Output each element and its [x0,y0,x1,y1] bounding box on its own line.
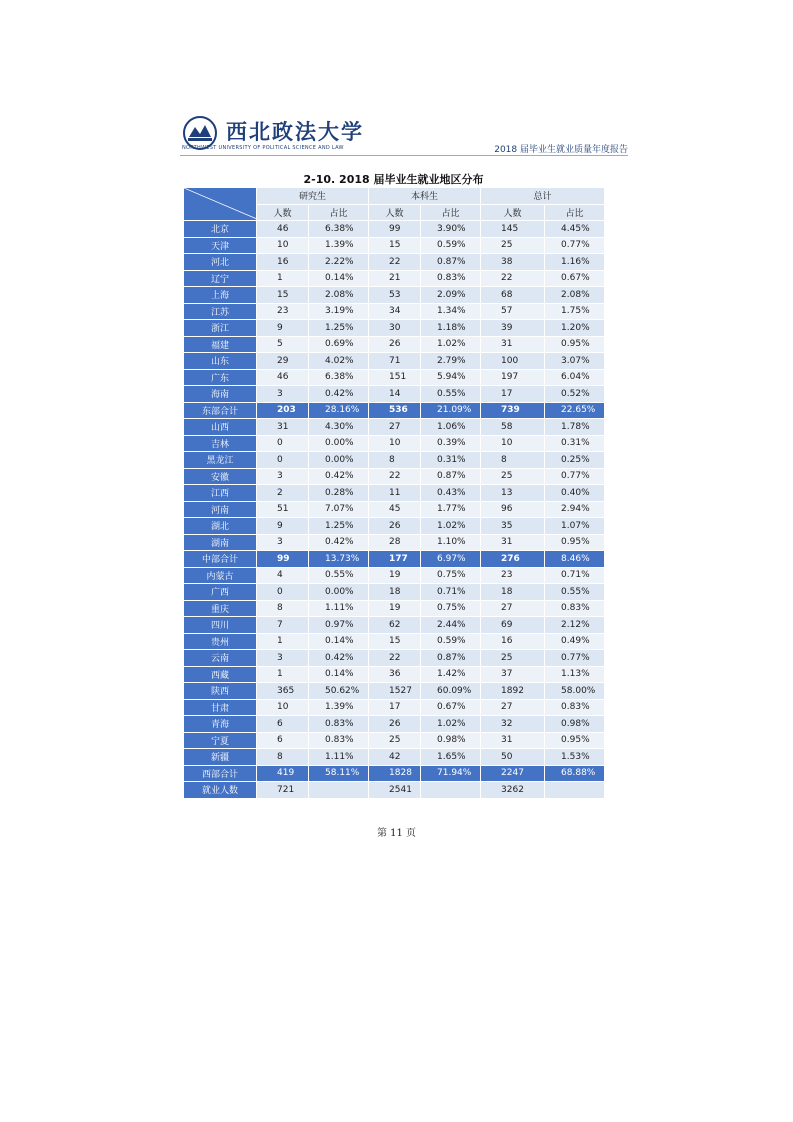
cell-grad-count: 419 [257,765,309,782]
cell-grad-count: 0 [257,435,309,452]
cell-grad-share: 1.25% [309,320,369,337]
cell-total-count: 50 [481,749,545,766]
cell-total-share: 3.07% [545,353,605,370]
row-label: 黑龙江 [184,452,257,469]
row-label: 四川 [184,617,257,634]
cell-grad-share: 0.42% [309,650,369,667]
cell-total-share: 0.95% [545,336,605,353]
cell-ug-share: 6.97% [421,551,481,568]
cell-ug-count: 30 [369,320,421,337]
sub-header-share: 占比 [309,204,369,221]
cell-grad-count: 51 [257,501,309,518]
diagonal-corner-cell [184,188,257,221]
cell-total-count: 35 [481,518,545,535]
cell-ug-count: 22 [369,254,421,271]
table-row [184,287,605,304]
cell-total-count: 22 [481,270,545,287]
row-label: 重庆 [184,600,257,617]
cell-grad-count: 5 [257,336,309,353]
cell-grad-share: 7.07% [309,501,369,518]
cell-ug-count: 22 [369,650,421,667]
row-label: 安徽 [184,468,257,485]
cell-grad-share: 0.69% [309,336,369,353]
cell-total-share: 22.65% [545,402,605,419]
row-label: 内蒙古 [184,567,257,584]
cell-ug-count: 26 [369,716,421,733]
row-label: 天津 [184,237,257,254]
table-row [184,567,605,584]
cell-grad-count: 2 [257,485,309,502]
table-row [184,749,605,766]
row-label: 中部合计 [184,551,257,568]
cell-grad-count: 10 [257,699,309,716]
cell-grad-count: 9 [257,320,309,337]
cell-grad-share: 0.83% [309,732,369,749]
cell-ug-count: 19 [369,567,421,584]
cell-ug-count: 15 [369,237,421,254]
subtotal-row [184,551,605,568]
cell-ug-share: 5.94% [421,369,481,386]
cell-grad-share: 6.38% [309,221,369,238]
cell-total-count: 32 [481,716,545,733]
cell-ug-count: 26 [369,336,421,353]
cell-total-count: 18 [481,584,545,601]
cell-total-share: 0.95% [545,534,605,551]
cell-total-count: 1892 [481,683,545,700]
cell-total-share: 0.83% [545,699,605,716]
row-label: 甘肃 [184,699,257,716]
table-row [184,452,605,469]
cell-ug-share: 0.31% [421,452,481,469]
cell-total-count: 100 [481,353,545,370]
table-row [184,336,605,353]
cell-grad-share: 3.19% [309,303,369,320]
cell-total-count: 276 [481,551,545,568]
cell-ug-share: 0.59% [421,633,481,650]
cell-total-share: 1.75% [545,303,605,320]
header-divider [180,155,628,156]
sub-header-count: 人数 [481,204,545,221]
cell-grad-share: 0.42% [309,534,369,551]
cell-grad-share: 0.55% [309,567,369,584]
cell-grad-count: 3 [257,386,309,403]
employment-region-table [183,187,605,799]
table-row [184,699,605,716]
subtotal-row [184,402,605,419]
cell-grad-share: 58.11% [309,765,369,782]
cell-ug-share: 71.94% [421,765,481,782]
cell-ug-share: 0.59% [421,237,481,254]
row-label: 西部合计 [184,765,257,782]
cell-ug-count: 2541 [369,782,421,799]
cell-ug-count: 15 [369,633,421,650]
cell-total-count: 16 [481,633,545,650]
row-label: 吉林 [184,435,257,452]
cell-grad-count: 721 [257,782,309,799]
cell-ug-count: 42 [369,749,421,766]
group-header-undergraduate: 本科生 [369,188,481,205]
cell-total-share: 1.53% [545,749,605,766]
cell-total-share: 0.52% [545,386,605,403]
subtotal-row [184,765,605,782]
cell-grad-count: 31 [257,419,309,436]
cell-ug-share: 0.43% [421,485,481,502]
cell-ug-share: 1.06% [421,419,481,436]
cell-total-count: 31 [481,336,545,353]
page-number: 第 11 页 [376,828,417,839]
group-header-graduate: 研究生 [257,188,369,205]
cell-total-share: 58.00% [545,683,605,700]
cell-ug-count: 36 [369,666,421,683]
cell-grad-share: 0.42% [309,386,369,403]
cell-ug-share: 0.67% [421,699,481,716]
table-row [184,650,605,667]
table-title: 2-10. 2018 届毕业生就业地区分布 [303,173,484,186]
cell-total-count: 25 [481,650,545,667]
cell-total-share: 8.46% [545,551,605,568]
cell-total-share: 1.78% [545,419,605,436]
row-label: 辽宁 [184,270,257,287]
cell-total-count: 69 [481,617,545,634]
cell-grad-count: 10 [257,237,309,254]
cell-ug-share: 0.71% [421,584,481,601]
table-row [184,732,605,749]
cell-total-count: 8 [481,452,545,469]
cell-grad-count: 15 [257,287,309,304]
report-title: 2018 届毕业生就业质量年度报告 [494,145,628,155]
cell-ug-share: 21.09% [421,402,481,419]
cell-grad-count: 6 [257,716,309,733]
cell-ug-count: 99 [369,221,421,238]
cell-ug-share: 1.77% [421,501,481,518]
cell-grad-share: 1.39% [309,699,369,716]
cell-total-share: 0.67% [545,270,605,287]
cell-ug-count: 10 [369,435,421,452]
diagonal-line-icon [184,188,257,219]
cell-ug-share: 2.79% [421,353,481,370]
cell-grad-share: 0.14% [309,633,369,650]
row-label: 广西 [184,584,257,601]
table-row [184,270,605,287]
cell-empty [545,782,605,799]
cell-total-share: 2.94% [545,501,605,518]
cell-ug-count: 19 [369,600,421,617]
cell-ug-share: 1.65% [421,749,481,766]
cell-ug-count: 34 [369,303,421,320]
cell-ug-count: 71 [369,353,421,370]
row-label: 就业人数 [184,782,257,799]
cell-total-share: 0.71% [545,567,605,584]
cell-ug-count: 18 [369,584,421,601]
table-row [184,501,605,518]
brand-name-cn: 西北政法大学 [226,119,364,144]
page-header [180,112,628,156]
cell-total-share: 1.16% [545,254,605,271]
cell-total-share: 68.88% [545,765,605,782]
cell-ug-count: 14 [369,386,421,403]
row-label: 江苏 [184,303,257,320]
cell-total-count: 145 [481,221,545,238]
cell-total-share: 2.12% [545,617,605,634]
cell-ug-share: 0.87% [421,254,481,271]
cell-grad-count: 23 [257,303,309,320]
table-row [184,485,605,502]
table-row [184,353,605,370]
table-row [184,518,605,535]
table-row [184,534,605,551]
cell-grad-share: 0.14% [309,270,369,287]
cell-ug-count: 25 [369,732,421,749]
cell-grad-share: 0.00% [309,452,369,469]
cell-total-share: 0.49% [545,633,605,650]
cell-total-count: 27 [481,699,545,716]
cell-total-count: 39 [481,320,545,337]
cell-grad-share: 13.73% [309,551,369,568]
cell-grad-count: 8 [257,749,309,766]
cell-total-count: 3262 [481,782,545,799]
cell-grad-count: 46 [257,369,309,386]
cell-grad-share: 0.00% [309,584,369,601]
table-row [184,716,605,733]
cell-grad-count: 3 [257,468,309,485]
cell-grad-count: 1 [257,666,309,683]
row-label: 河南 [184,501,257,518]
cell-ug-count: 1828 [369,765,421,782]
cell-total-count: 68 [481,287,545,304]
group-header-total: 总计 [481,188,605,205]
cell-total-count: 96 [481,501,545,518]
cell-grad-share: 4.02% [309,353,369,370]
cell-ug-share: 1.10% [421,534,481,551]
table-row [184,221,605,238]
cell-grad-count: 46 [257,221,309,238]
cell-total-count: 2247 [481,765,545,782]
table-row [184,683,605,700]
cell-grad-share: 1.11% [309,600,369,617]
cell-ug-count: 11 [369,485,421,502]
cell-ug-share: 1.02% [421,716,481,733]
table-row [184,617,605,634]
cell-grad-share: 4.30% [309,419,369,436]
table-row [184,584,605,601]
cell-ug-share: 60.09% [421,683,481,700]
cell-grad-count: 1 [257,270,309,287]
cell-ug-share: 1.02% [421,518,481,535]
cell-grad-share: 28.16% [309,402,369,419]
cell-grad-share: 0.97% [309,617,369,634]
cell-ug-count: 22 [369,468,421,485]
table-row [184,237,605,254]
cell-ug-share: 2.44% [421,617,481,634]
cell-ug-share: 0.98% [421,732,481,749]
cell-total-count: 31 [481,534,545,551]
row-label: 河北 [184,254,257,271]
cell-grad-share: 1.39% [309,237,369,254]
cell-ug-count: 151 [369,369,421,386]
cell-total-share: 0.77% [545,650,605,667]
table-row [184,386,605,403]
cell-grad-count: 4 [257,567,309,584]
cell-total-count: 58 [481,419,545,436]
cell-ug-share: 3.90% [421,221,481,238]
cell-total-share: 0.55% [545,584,605,601]
cell-ug-share: 0.75% [421,567,481,584]
cell-grad-count: 99 [257,551,309,568]
row-label: 东部合计 [184,402,257,419]
cell-grad-share: 0.42% [309,468,369,485]
cell-grad-share: 0.83% [309,716,369,733]
cell-ug-count: 45 [369,501,421,518]
cell-empty [421,782,481,799]
cell-empty [309,782,369,799]
cell-ug-count: 27 [369,419,421,436]
cell-grad-share: 0.28% [309,485,369,502]
cell-grad-share: 1.25% [309,518,369,535]
cell-total-share: 0.95% [545,732,605,749]
table-row [184,320,605,337]
cell-ug-count: 8 [369,452,421,469]
cell-total-count: 197 [481,369,545,386]
cell-ug-count: 62 [369,617,421,634]
cell-grad-share: 6.38% [309,369,369,386]
cell-grad-count: 16 [257,254,309,271]
row-label: 山东 [184,353,257,370]
row-label: 陕西 [184,683,257,700]
cell-total-count: 31 [481,732,545,749]
cell-grad-count: 29 [257,353,309,370]
table-row [184,435,605,452]
brand-name-en: NORTHWEST UNIVERSITY OF POLITICAL SCIENCE AND LAW [182,145,344,151]
row-label: 福建 [184,336,257,353]
cell-total-count: 17 [481,386,545,403]
cell-ug-count: 53 [369,287,421,304]
cell-ug-count: 17 [369,699,421,716]
cell-grad-count: 7 [257,617,309,634]
row-label: 北京 [184,221,257,238]
cell-grad-count: 203 [257,402,309,419]
cell-total-share: 4.45% [545,221,605,238]
table-row [184,633,605,650]
cell-total-share: 0.25% [545,452,605,469]
cell-ug-count: 1527 [369,683,421,700]
total-employed-row [184,782,605,799]
row-label: 山西 [184,419,257,436]
row-label: 贵州 [184,633,257,650]
cell-ug-share: 0.39% [421,435,481,452]
cell-total-count: 13 [481,485,545,502]
cell-grad-share: 50.62% [309,683,369,700]
row-label: 新疆 [184,749,257,766]
cell-ug-share: 1.02% [421,336,481,353]
cell-ug-count: 21 [369,270,421,287]
cell-ug-share: 0.75% [421,600,481,617]
cell-grad-share: 1.11% [309,749,369,766]
row-label: 上海 [184,287,257,304]
row-label: 湖北 [184,518,257,535]
cell-total-count: 27 [481,600,545,617]
cell-ug-share: 1.34% [421,303,481,320]
table-row [184,254,605,271]
cell-grad-count: 0 [257,452,309,469]
cell-total-share: 1.20% [545,320,605,337]
cell-grad-count: 3 [257,650,309,667]
cell-grad-count: 365 [257,683,309,700]
cell-total-count: 25 [481,237,545,254]
table-row [184,419,605,436]
cell-grad-count: 6 [257,732,309,749]
cell-ug-count: 536 [369,402,421,419]
cell-total-count: 23 [481,567,545,584]
cell-total-share: 0.77% [545,468,605,485]
cell-total-count: 37 [481,666,545,683]
cell-total-count: 25 [481,468,545,485]
cell-total-share: 6.04% [545,369,605,386]
cell-total-share: 0.77% [545,237,605,254]
cell-grad-count: 0 [257,584,309,601]
row-label: 西藏 [184,666,257,683]
cell-ug-count: 177 [369,551,421,568]
cell-ug-share: 1.18% [421,320,481,337]
cell-ug-share: 1.42% [421,666,481,683]
cell-total-share: 0.83% [545,600,605,617]
cell-grad-count: 8 [257,600,309,617]
table-row [184,468,605,485]
cell-grad-share: 0.14% [309,666,369,683]
cell-total-share: 0.31% [545,435,605,452]
row-label: 青海 [184,716,257,733]
cell-total-share: 1.07% [545,518,605,535]
cell-total-share: 2.08% [545,287,605,304]
table-row [184,303,605,320]
cell-ug-count: 26 [369,518,421,535]
cell-total-share: 0.40% [545,485,605,502]
cell-total-count: 739 [481,402,545,419]
table-row [184,369,605,386]
cell-ug-share: 0.87% [421,468,481,485]
row-label: 湖南 [184,534,257,551]
sub-header-count: 人数 [257,204,309,221]
cell-ug-share: 0.55% [421,386,481,403]
row-label: 云南 [184,650,257,667]
row-label: 浙江 [184,320,257,337]
row-label: 广东 [184,369,257,386]
row-label: 江西 [184,485,257,502]
cell-grad-count: 3 [257,534,309,551]
row-label: 海南 [184,386,257,403]
cell-grad-share: 0.00% [309,435,369,452]
cell-total-share: 1.13% [545,666,605,683]
sub-header-count: 人数 [369,204,421,221]
cell-total-count: 10 [481,435,545,452]
cell-total-share: 0.98% [545,716,605,733]
table-row [184,666,605,683]
cell-grad-share: 2.08% [309,287,369,304]
cell-ug-share: 0.87% [421,650,481,667]
cell-ug-share: 0.83% [421,270,481,287]
cell-total-count: 57 [481,303,545,320]
cell-grad-share: 2.22% [309,254,369,271]
cell-total-count: 38 [481,254,545,271]
cell-ug-count: 28 [369,534,421,551]
cell-grad-count: 9 [257,518,309,535]
table-row [184,600,605,617]
row-label: 宁夏 [184,732,257,749]
cell-grad-count: 1 [257,633,309,650]
cell-ug-share: 2.09% [421,287,481,304]
sub-header-share: 占比 [421,204,481,221]
sub-header-share: 占比 [545,204,605,221]
